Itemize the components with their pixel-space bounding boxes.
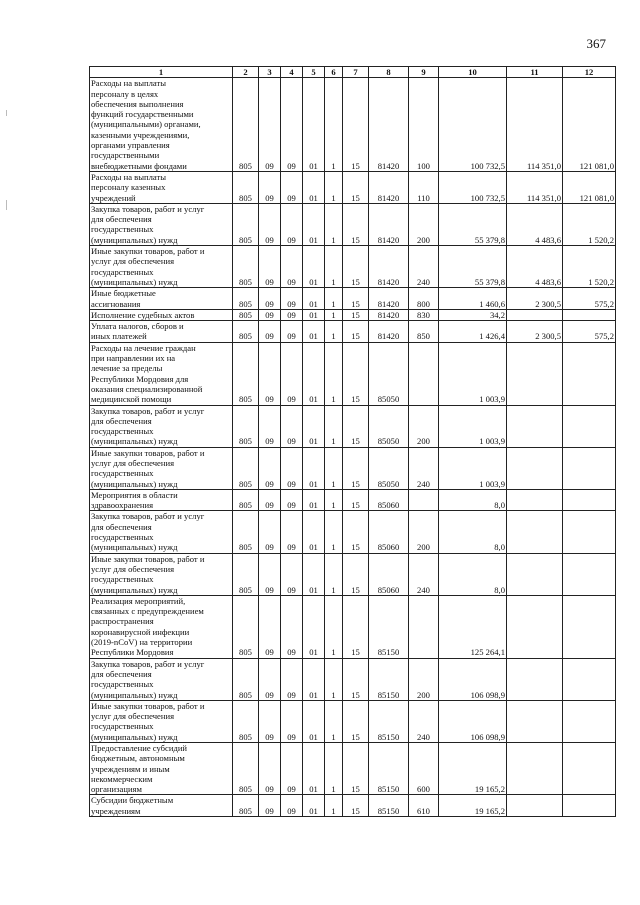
code-expense-type: 240: [409, 700, 439, 742]
amount-year-2: [507, 658, 563, 700]
table-row: [90, 595, 616, 658]
table-row: [90, 405, 616, 447]
table-row: [90, 489, 616, 511]
column-header: 10: [439, 67, 507, 78]
code-subprogram: 1: [325, 743, 343, 795]
table-row: [90, 203, 616, 245]
code-direction: 81420: [369, 288, 409, 310]
code-subsection: 09: [281, 288, 303, 310]
column-header: 11: [507, 67, 563, 78]
amount-year-2: [507, 700, 563, 742]
code-subsection: 09: [281, 658, 303, 700]
row-name: Иные закупки товаров, работ и услуг для обеспечения государственных (муниципальных) нужд: [90, 553, 233, 595]
code-event: 15: [343, 203, 369, 245]
code-event: 15: [343, 795, 369, 817]
amount-year-2: 4 483,6: [507, 246, 563, 288]
amount-year-1: 1 003,9: [439, 405, 507, 447]
code-event: 15: [343, 309, 369, 320]
code-admin: 805: [233, 203, 259, 245]
code-subprogram: 1: [325, 795, 343, 817]
code-subprogram: 1: [325, 309, 343, 320]
code-section: 09: [259, 288, 281, 310]
code-subprogram: 1: [325, 700, 343, 742]
table-row: [90, 171, 616, 203]
code-direction: 81420: [369, 246, 409, 288]
code-admin: 805: [233, 447, 259, 489]
code-section: 09: [259, 511, 281, 553]
code-expense-type: 610: [409, 795, 439, 817]
amount-year-3: [563, 595, 616, 658]
amount-year-1: 100 732,5: [439, 171, 507, 203]
amount-year-1: 19 165,2: [439, 795, 507, 817]
code-section: 09: [259, 489, 281, 511]
code-event: 15: [343, 743, 369, 795]
code-expense-type: 240: [409, 246, 439, 288]
code-admin: 805: [233, 489, 259, 511]
code-admin: 805: [233, 246, 259, 288]
column-header: 1: [90, 67, 233, 78]
amount-year-2: 114 351,0: [507, 171, 563, 203]
amount-year-1: 1 426,4: [439, 321, 507, 343]
amount-year-2: 2 300,5: [507, 288, 563, 310]
code-section: 09: [259, 447, 281, 489]
amount-year-3: [563, 309, 616, 320]
code-subprogram: 1: [325, 511, 343, 553]
amount-year-2: [507, 447, 563, 489]
amount-year-3: 1 520,2: [563, 246, 616, 288]
row-name: Реализация мероприятий, связанных с предупреждением распространения коронавирусной инфекции (2019-nCoV) на территории Республики Мордовия: [90, 595, 233, 658]
code-section: 09: [259, 171, 281, 203]
code-expense-type: 200: [409, 405, 439, 447]
code-expense-type: 240: [409, 553, 439, 595]
code-expense-type: 100: [409, 78, 439, 172]
code-event: 15: [343, 321, 369, 343]
code-program: 01: [303, 246, 325, 288]
code-admin: 805: [233, 288, 259, 310]
code-section: 09: [259, 743, 281, 795]
amount-year-2: [507, 553, 563, 595]
code-section: 09: [259, 321, 281, 343]
code-program: 01: [303, 342, 325, 405]
amount-year-1: 1 003,9: [439, 447, 507, 489]
code-subprogram: 1: [325, 288, 343, 310]
column-header: 2: [233, 67, 259, 78]
column-header: 3: [259, 67, 281, 78]
amount-year-2: [507, 595, 563, 658]
code-section: 09: [259, 309, 281, 320]
row-name: Исполнение судебных актов: [90, 309, 233, 320]
code-program: 01: [303, 288, 325, 310]
amount-year-2: [507, 309, 563, 320]
code-subsection: 09: [281, 743, 303, 795]
amount-year-2: 2 300,5: [507, 321, 563, 343]
code-direction: 81420: [369, 171, 409, 203]
code-direction: 85150: [369, 795, 409, 817]
table-row: [90, 246, 616, 288]
code-subsection: 09: [281, 171, 303, 203]
amount-year-2: [507, 795, 563, 817]
row-name: Расходы на выплаты персоналу казенных учреждений: [90, 171, 233, 203]
table-row: [90, 342, 616, 405]
code-subprogram: 1: [325, 489, 343, 511]
table-row: [90, 321, 616, 343]
amount-year-3: 575,2: [563, 288, 616, 310]
code-event: 15: [343, 511, 369, 553]
amount-year-1: 1 003,9: [439, 342, 507, 405]
amount-year-3: [563, 489, 616, 511]
code-expense-type: 240: [409, 447, 439, 489]
header-row: [90, 67, 616, 78]
amount-year-2: [507, 743, 563, 795]
code-subprogram: 1: [325, 342, 343, 405]
code-event: 15: [343, 342, 369, 405]
row-name: Предоставление субсидий бюджетным, автономным учреждениям и иным некоммерческим организациям: [90, 743, 233, 795]
code-subprogram: 1: [325, 321, 343, 343]
amount-year-1: 106 098,9: [439, 658, 507, 700]
code-direction: 85060: [369, 553, 409, 595]
row-name: Мероприятия в области здравоохранения: [90, 489, 233, 511]
code-admin: 805: [233, 553, 259, 595]
code-program: 01: [303, 321, 325, 343]
code-direction: 85060: [369, 489, 409, 511]
code-program: 01: [303, 203, 325, 245]
code-program: 01: [303, 743, 325, 795]
amount-year-1: 8,0: [439, 489, 507, 511]
code-expense-type: [409, 342, 439, 405]
table-row: [90, 288, 616, 310]
amount-year-2: 114 351,0: [507, 78, 563, 172]
code-program: 01: [303, 595, 325, 658]
code-admin: 805: [233, 658, 259, 700]
amount-year-2: [507, 342, 563, 405]
code-event: 15: [343, 288, 369, 310]
amount-year-3: 1 520,2: [563, 203, 616, 245]
code-expense-type: 800: [409, 288, 439, 310]
code-direction: 81420: [369, 321, 409, 343]
column-header: 6: [325, 67, 343, 78]
code-expense-type: 200: [409, 511, 439, 553]
code-section: 09: [259, 203, 281, 245]
amount-year-2: 4 483,6: [507, 203, 563, 245]
row-name: Иные закупки товаров, работ и услуг для обеспечения государственных (муниципальных) нужд: [90, 700, 233, 742]
amount-year-1: 55 379,8: [439, 203, 507, 245]
code-direction: 85150: [369, 595, 409, 658]
code-event: 15: [343, 553, 369, 595]
code-subprogram: 1: [325, 78, 343, 172]
code-section: 09: [259, 342, 281, 405]
code-event: 15: [343, 658, 369, 700]
code-expense-type: 200: [409, 203, 439, 245]
amount-year-2: [507, 489, 563, 511]
code-direction: 85150: [369, 700, 409, 742]
code-program: 01: [303, 447, 325, 489]
amount-year-1: 8,0: [439, 511, 507, 553]
table-row: [90, 658, 616, 700]
code-subsection: 09: [281, 342, 303, 405]
page-number: 367: [586, 36, 606, 51]
column-header: 9: [409, 67, 439, 78]
code-program: 01: [303, 795, 325, 817]
table-row: [90, 447, 616, 489]
scan-margin-mark: [6, 110, 7, 116]
code-event: 15: [343, 246, 369, 288]
scan-margin-mark: [6, 200, 7, 210]
table-row: [90, 309, 616, 320]
code-admin: 805: [233, 309, 259, 320]
code-subsection: 09: [281, 700, 303, 742]
table-row: [90, 795, 616, 817]
code-expense-type: 850: [409, 321, 439, 343]
amount-year-3: 121 081,0: [563, 171, 616, 203]
code-program: 01: [303, 511, 325, 553]
column-header: 5: [303, 67, 325, 78]
row-name: Расходы на выплаты персоналу в целях обеспечения выполнения функций государственными (муниципальными) органами, казенными учреждениями, органами управления государственными внебюджетными фондами: [90, 78, 233, 172]
code-program: 01: [303, 553, 325, 595]
code-section: 09: [259, 700, 281, 742]
amount-year-3: [563, 743, 616, 795]
amount-year-2: [507, 405, 563, 447]
code-direction: 85050: [369, 405, 409, 447]
row-name: Закупка товаров, работ и услуг для обеспечения государственных (муниципальных) нужд: [90, 511, 233, 553]
amount-year-1: 100 732,5: [439, 78, 507, 172]
code-admin: 805: [233, 700, 259, 742]
code-section: 09: [259, 246, 281, 288]
row-name: Иные закупки товаров, работ и услуг для обеспечения государственных (муниципальных) нужд: [90, 447, 233, 489]
code-section: 09: [259, 595, 281, 658]
code-program: 01: [303, 700, 325, 742]
column-header: 12: [563, 67, 616, 78]
code-program: 01: [303, 405, 325, 447]
amount-year-1: 1 460,6: [439, 288, 507, 310]
code-expense-type: [409, 595, 439, 658]
code-subprogram: 1: [325, 658, 343, 700]
code-direction: 85150: [369, 658, 409, 700]
row-name: Уплата налогов, сборов и иных платежей: [90, 321, 233, 343]
code-admin: 805: [233, 405, 259, 447]
amount-year-3: [563, 405, 616, 447]
code-subsection: 09: [281, 203, 303, 245]
row-name: Субсидии бюджетным учреждениям: [90, 795, 233, 817]
code-subsection: 09: [281, 246, 303, 288]
code-subprogram: 1: [325, 246, 343, 288]
code-event: 15: [343, 489, 369, 511]
code-expense-type: 200: [409, 658, 439, 700]
code-subsection: 09: [281, 553, 303, 595]
column-header: 7: [343, 67, 369, 78]
amount-year-1: 34,2: [439, 309, 507, 320]
code-program: 01: [303, 489, 325, 511]
code-direction: 81420: [369, 309, 409, 320]
code-subsection: 09: [281, 595, 303, 658]
table-row: [90, 511, 616, 553]
code-direction: 85050: [369, 342, 409, 405]
code-direction: 81420: [369, 203, 409, 245]
code-event: 15: [343, 447, 369, 489]
amount-year-3: [563, 658, 616, 700]
code-program: 01: [303, 78, 325, 172]
code-admin: 805: [233, 342, 259, 405]
code-expense-type: 110: [409, 171, 439, 203]
code-subsection: 09: [281, 405, 303, 447]
column-header: 8: [369, 67, 409, 78]
amount-year-1: 19 165,2: [439, 743, 507, 795]
code-subsection: 09: [281, 447, 303, 489]
amount-year-1: 55 379,8: [439, 246, 507, 288]
row-name: Закупка товаров, работ и услуг для обеспечения государственных (муниципальных) нужд: [90, 405, 233, 447]
code-event: 15: [343, 595, 369, 658]
code-admin: 805: [233, 795, 259, 817]
code-subprogram: 1: [325, 405, 343, 447]
row-name: Иные закупки товаров, работ и услуг для обеспечения государственных (муниципальных) нужд: [90, 246, 233, 288]
code-section: 09: [259, 795, 281, 817]
budget-table: [89, 66, 616, 817]
code-subsection: 09: [281, 511, 303, 553]
code-direction: 85150: [369, 743, 409, 795]
code-expense-type: [409, 489, 439, 511]
code-subprogram: 1: [325, 595, 343, 658]
code-program: 01: [303, 309, 325, 320]
code-subprogram: 1: [325, 171, 343, 203]
code-subsection: 09: [281, 78, 303, 172]
row-name: Закупка товаров, работ и услуг для обеспечения государственных (муниципальных) нужд: [90, 203, 233, 245]
amount-year-3: [563, 700, 616, 742]
code-subprogram: 1: [325, 553, 343, 595]
row-name: Закупка товаров, работ и услуг для обеспечения государственных (муниципальных) нужд: [90, 658, 233, 700]
code-subprogram: 1: [325, 447, 343, 489]
code-section: 09: [259, 658, 281, 700]
amount-year-3: [563, 553, 616, 595]
code-subsection: 09: [281, 321, 303, 343]
code-section: 09: [259, 78, 281, 172]
table-row: [90, 743, 616, 795]
amount-year-3: [563, 342, 616, 405]
code-admin: 805: [233, 321, 259, 343]
table-row: [90, 700, 616, 742]
code-event: 15: [343, 78, 369, 172]
code-expense-type: 600: [409, 743, 439, 795]
code-program: 01: [303, 658, 325, 700]
code-subsection: 09: [281, 795, 303, 817]
amount-year-1: 125 264,1: [439, 595, 507, 658]
code-event: 15: [343, 700, 369, 742]
amount-year-3: [563, 795, 616, 817]
amount-year-2: [507, 511, 563, 553]
table-row: [90, 78, 616, 172]
code-admin: 805: [233, 171, 259, 203]
row-name: Иные бюджетные ассигнования: [90, 288, 233, 310]
code-admin: 805: [233, 78, 259, 172]
code-section: 09: [259, 405, 281, 447]
code-event: 15: [343, 405, 369, 447]
row-name: Расходы на лечение граждан при направлении их на лечение за пределы Республики Мордовия для оказания специализированной медицинской помощи: [90, 342, 233, 405]
code-admin: 805: [233, 743, 259, 795]
amount-year-1: 106 098,9: [439, 700, 507, 742]
code-admin: 805: [233, 595, 259, 658]
column-header: 4: [281, 67, 303, 78]
amount-year-3: 121 081,0: [563, 78, 616, 172]
amount-year-3: 575,2: [563, 321, 616, 343]
amount-year-3: [563, 447, 616, 489]
code-event: 15: [343, 171, 369, 203]
code-subprogram: 1: [325, 203, 343, 245]
table-row: [90, 553, 616, 595]
code-subsection: 09: [281, 489, 303, 511]
code-section: 09: [259, 553, 281, 595]
table-body: [90, 78, 616, 817]
amount-year-3: [563, 511, 616, 553]
code-direction: 85050: [369, 447, 409, 489]
code-direction: 81420: [369, 78, 409, 172]
code-program: 01: [303, 171, 325, 203]
code-expense-type: 830: [409, 309, 439, 320]
code-subsection: 09: [281, 309, 303, 320]
code-direction: 85060: [369, 511, 409, 553]
table-header: [90, 67, 616, 78]
code-admin: 805: [233, 511, 259, 553]
amount-year-1: 8,0: [439, 553, 507, 595]
